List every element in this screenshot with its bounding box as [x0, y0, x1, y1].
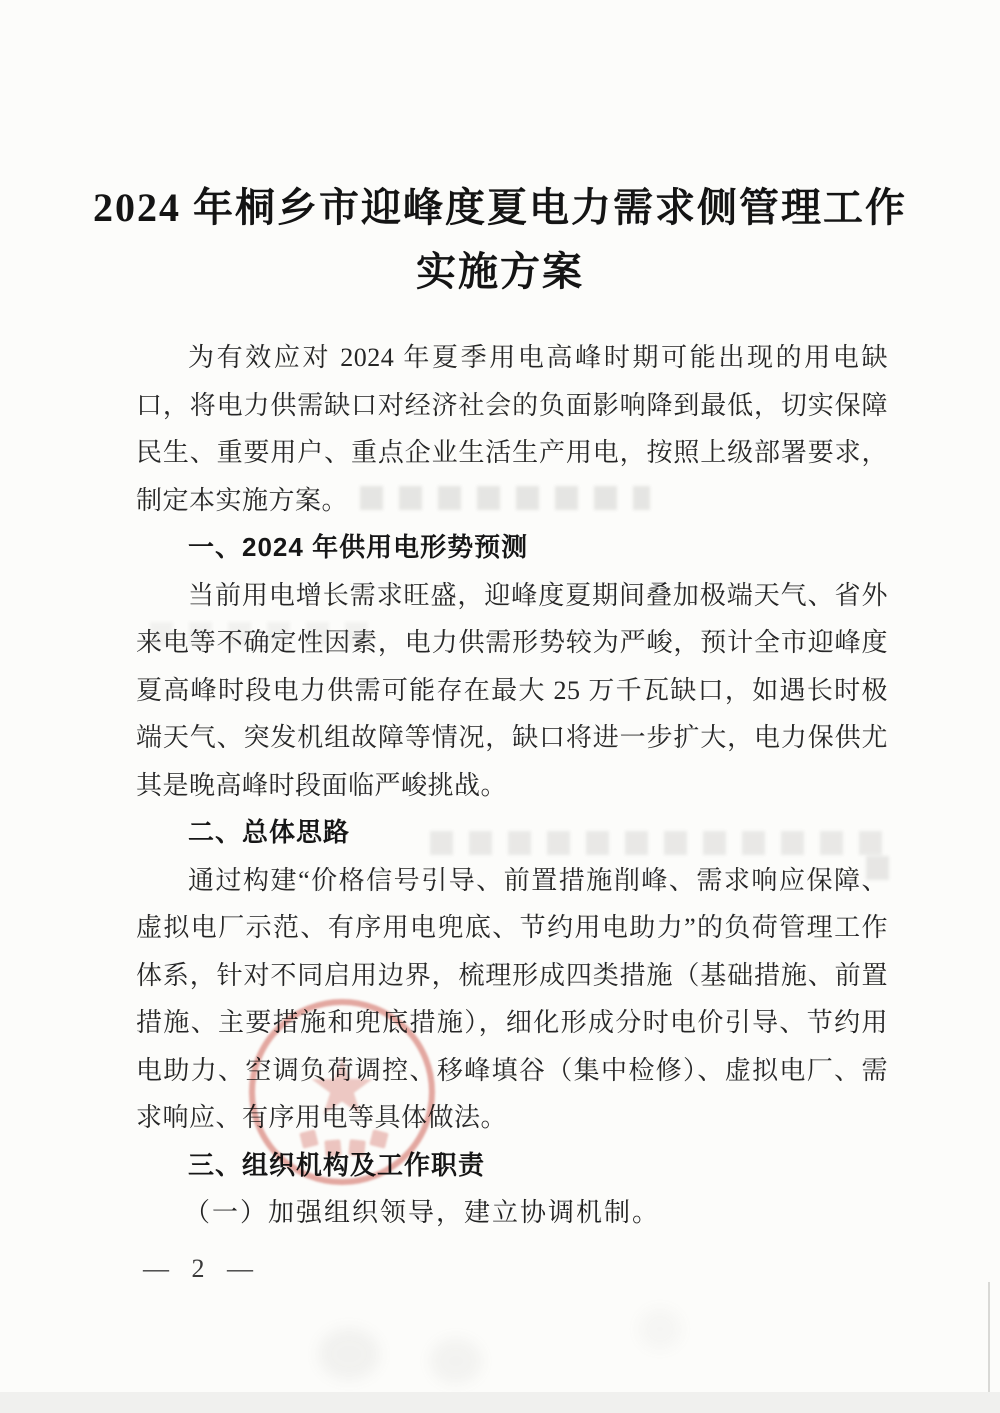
paragraph-line: 通过构建“价格信号引导、前置措施削峰、需求响应保障、 [188, 865, 888, 895]
paragraph-line: 端天气、突发机组故障等情况，缺口将进一步扩大，电力保供尤 [136, 723, 888, 752]
scan-smudge [430, 1338, 482, 1384]
paragraph-line: 当前用电增长需求旺盛，迎峰度夏期间叠加极端天气、省外 [188, 580, 888, 610]
paragraph-line: 为有效应对 2024 年夏季用电高峰时期可能出现的用电缺 [188, 343, 888, 372]
paragraph-line: 体系，针对不同启用边界，梳理形成四类措施（基础措施、前置 [136, 960, 888, 990]
bleed-through-artifact [150, 622, 380, 646]
paragraph-line: 来电等不确定性因素，电力供需形势较为严峻，预计全市迎峰度 [136, 628, 888, 657]
title-line-2: 实施方案 [416, 249, 584, 294]
paragraph-line: 电助力、空调负荷调控、移峰填谷（集中检修）、虚拟电厂、需 [136, 1055, 888, 1085]
paragraph-line: 虚拟电厂示范、有序用电兜底、节约用电助力”的负荷管理工作 [136, 913, 888, 942]
page-number: — 2 — [143, 1254, 261, 1283]
paragraph-line: 夏高峰时段电力供需可能存在最大 25 万千瓦缺口，如遇长时极 [136, 675, 888, 705]
paragraph-line: 求响应、有序用电等具体做法。 [136, 1103, 508, 1132]
scan-smudge [638, 1308, 682, 1350]
paragraph-line: 措施、主要措施和兜底措施），细化形成分时电价引导、节约用 [136, 1008, 888, 1037]
bleed-through-artifact [866, 856, 900, 880]
body-text [136, 334, 888, 1237]
section-heading-2: 二、总体思路 [188, 817, 351, 847]
title-line-1: 2024 年桐乡市迎峰度夏电力需求侧管理工作 [93, 185, 907, 230]
paragraph-line: 民生、重要用户、重点企业生活生产用电，按照上级部署要求， [136, 438, 888, 467]
paragraph-line: 制定本实施方案。 [136, 485, 349, 515]
paragraph-line: 其是晚高峰时段面临严峻挑战。 [136, 770, 508, 800]
section-heading-3: 三、组织机构及工作职责 [188, 1149, 486, 1180]
scan-edge-line [988, 1282, 990, 1398]
sub-item-line: （一）加强组织领导，建立协调机制。 [184, 1198, 661, 1227]
scan-smudge [318, 1328, 380, 1380]
scan-bottom-edge [0, 1392, 1000, 1413]
bleed-through-artifact [430, 831, 890, 855]
document-title [0, 176, 1000, 304]
bleed-through-artifact [360, 486, 650, 510]
section-heading-1: 一、2024 年供用电形势预测 [188, 532, 529, 562]
paragraph-line: 口，将电力供需缺口对经济社会的负面影响降到最低，切实保障 [136, 390, 888, 420]
